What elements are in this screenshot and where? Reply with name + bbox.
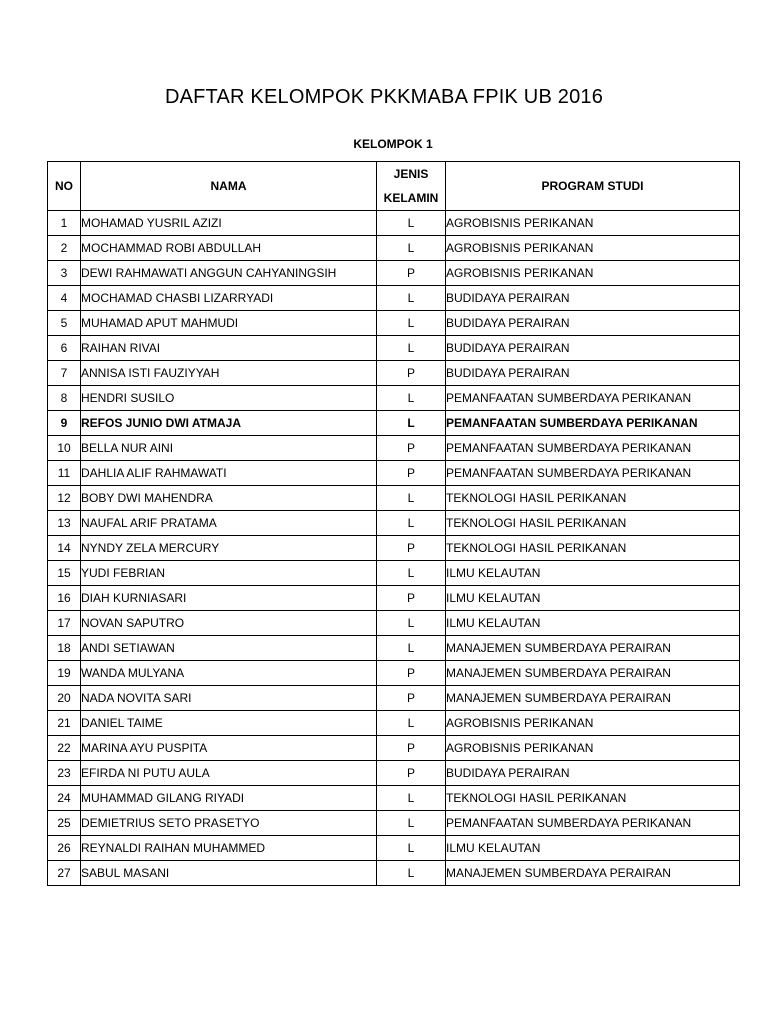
table-row — [48, 761, 740, 786]
cell-program-studi: AGROBISNIS PERIKANAN — [446, 736, 740, 761]
cell-jenis-kelamin: L — [377, 336, 446, 361]
cell-program-studi: MANAJEMEN SUMBERDAYA PERAIRAN — [446, 686, 740, 711]
cell-jenis-kelamin: L — [377, 636, 446, 661]
cell-no: 19 — [48, 661, 81, 686]
cell-program-studi: ILMU KELAUTAN — [446, 611, 740, 636]
cell-program-studi: BUDIDAYA PERAIRAN — [446, 311, 740, 336]
cell-jenis-kelamin: L — [377, 286, 446, 311]
cell-program-studi: BUDIDAYA PERAIRAN — [446, 286, 740, 311]
table-row — [48, 611, 740, 636]
table-row — [48, 361, 740, 386]
cell-no: 5 — [48, 311, 81, 336]
table-row — [48, 836, 740, 861]
cell-jenis-kelamin: P — [377, 536, 446, 561]
cell-jenis-kelamin: P — [377, 761, 446, 786]
cell-no: 2 — [48, 236, 81, 261]
cell-program-studi: TEKNOLOGI HASIL PERIKANAN — [446, 536, 740, 561]
cell-no: 9 — [48, 411, 81, 436]
header-nama: NAMA — [81, 162, 377, 211]
header-jenis-line2: KELAMIN — [383, 191, 439, 205]
cell-jenis-kelamin: L — [377, 786, 446, 811]
cell-no: 24 — [48, 786, 81, 811]
cell-nama: DEWI RAHMAWATI ANGGUN CAHYANINGSIH — [81, 261, 377, 286]
cell-nama: RAIHAN RIVAI — [81, 336, 377, 361]
cell-jenis-kelamin: L — [377, 836, 446, 861]
cell-nama: MUHAMAD APUT MAHMUDI — [81, 311, 377, 336]
cell-nama: DAHLIA ALIF RAHMAWATI — [81, 461, 377, 486]
document-title: DAFTAR KELOMPOK PKKMABA FPIK UB 2016 — [164, 86, 604, 108]
cell-nama: NAUFAL ARIF PRATAMA — [81, 511, 377, 536]
cell-program-studi: TEKNOLOGI HASIL PERIKANAN — [446, 486, 740, 511]
cell-program-studi: AGROBISNIS PERIKANAN — [446, 711, 740, 736]
cell-no: 18 — [48, 636, 81, 661]
table-row — [48, 711, 740, 736]
cell-jenis-kelamin: P — [377, 436, 446, 461]
cell-no: 17 — [48, 611, 81, 636]
cell-nama: EFIRDA NI PUTU AULA — [81, 761, 377, 786]
cell-nama: REYNALDI RAIHAN MUHAMMED — [81, 836, 377, 861]
cell-no: 15 — [48, 561, 81, 586]
cell-jenis-kelamin: L — [377, 386, 446, 411]
cell-program-studi: ILMU KELAUTAN — [446, 586, 740, 611]
cell-nama: ANNISA ISTI FAUZIYYAH — [81, 361, 377, 386]
cell-no: 11 — [48, 461, 81, 486]
cell-no: 16 — [48, 586, 81, 611]
cell-nama: REFOS JUNIO DWI ATMAJA — [81, 411, 377, 436]
table-row — [48, 811, 740, 836]
cell-no: 14 — [48, 536, 81, 561]
cell-nama: DANIEL TAIME — [81, 711, 377, 736]
cell-program-studi: BUDIDAYA PERAIRAN — [446, 361, 740, 386]
table-row — [48, 236, 740, 261]
cell-program-studi: AGROBISNIS PERIKANAN — [446, 236, 740, 261]
cell-program-studi: MANAJEMEN SUMBERDAYA PERAIRAN — [446, 661, 740, 686]
cell-nama: DIAH KURNIASARI — [81, 586, 377, 611]
table-row — [48, 786, 740, 811]
cell-program-studi: TEKNOLOGI HASIL PERIKANAN — [446, 786, 740, 811]
cell-jenis-kelamin: L — [377, 811, 446, 836]
table-row — [48, 211, 740, 236]
cell-nama: SABUL MASANI — [81, 861, 377, 886]
cell-no: 8 — [48, 386, 81, 411]
table-header — [48, 162, 740, 211]
cell-jenis-kelamin: L — [377, 511, 446, 536]
header-jenis-line1: JENIS — [393, 167, 429, 181]
cell-program-studi: ILMU KELAUTAN — [446, 836, 740, 861]
cell-jenis-kelamin: P — [377, 686, 446, 711]
cell-jenis-kelamin: P — [377, 736, 446, 761]
cell-program-studi: BUDIDAYA PERAIRAN — [446, 336, 740, 361]
cell-jenis-kelamin: L — [377, 611, 446, 636]
cell-jenis-kelamin: P — [377, 261, 446, 286]
cell-nama: MOHAMAD YUSRIL AZIZI — [81, 211, 377, 236]
table-row — [48, 861, 740, 886]
table-row — [48, 461, 740, 486]
cell-nama: MOCHAMMAD ROBI ABDULLAH — [81, 236, 377, 261]
group-title: KELOMPOK 1 — [353, 137, 433, 151]
cell-no: 27 — [48, 861, 81, 886]
cell-no: 1 — [48, 211, 81, 236]
cell-program-studi: ILMU KELAUTAN — [446, 561, 740, 586]
cell-nama: BOBY DWI MAHENDRA — [81, 486, 377, 511]
cell-nama: MUHAMMAD GILANG RIYADI — [81, 786, 377, 811]
cell-program-studi: PEMANFAATAN SUMBERDAYA PERIKANAN — [446, 436, 740, 461]
member-table — [47, 161, 740, 886]
table-row — [48, 261, 740, 286]
cell-no: 7 — [48, 361, 81, 386]
table-row — [48, 736, 740, 761]
cell-nama: NOVAN SAPUTRO — [81, 611, 377, 636]
cell-nama: YUDI FEBRIAN — [81, 561, 377, 586]
table-row — [48, 586, 740, 611]
cell-no: 25 — [48, 811, 81, 836]
cell-no: 4 — [48, 286, 81, 311]
cell-nama: MOCHAMAD CHASBI LIZARRYADI — [81, 286, 377, 311]
table-row — [48, 311, 740, 336]
table-row — [48, 411, 740, 436]
cell-jenis-kelamin: L — [377, 486, 446, 511]
table-row — [48, 536, 740, 561]
table-row — [48, 686, 740, 711]
cell-no: 26 — [48, 836, 81, 861]
table-row — [48, 436, 740, 461]
table-row — [48, 561, 740, 586]
cell-program-studi: TEKNOLOGI HASIL PERIKANAN — [446, 511, 740, 536]
cell-no: 12 — [48, 486, 81, 511]
cell-no: 13 — [48, 511, 81, 536]
table-row — [48, 486, 740, 511]
cell-jenis-kelamin: P — [377, 361, 446, 386]
cell-program-studi: MANAJEMEN SUMBERDAYA PERAIRAN — [446, 636, 740, 661]
cell-jenis-kelamin: L — [377, 311, 446, 336]
cell-jenis-kelamin: L — [377, 861, 446, 886]
cell-jenis-kelamin: L — [377, 236, 446, 261]
table-row — [48, 286, 740, 311]
cell-nama: ANDI SETIAWAN — [81, 636, 377, 661]
cell-program-studi: BUDIDAYA PERAIRAN — [446, 761, 740, 786]
cell-nama: NADA NOVITA SARI — [81, 686, 377, 711]
cell-nama: WANDA MULYANA — [81, 661, 377, 686]
table-row — [48, 636, 740, 661]
cell-no: 3 — [48, 261, 81, 286]
header-row — [48, 162, 740, 211]
cell-nama: MARINA AYU PUSPITA — [81, 736, 377, 761]
header-jenis-kelamin — [377, 162, 446, 211]
cell-jenis-kelamin: P — [377, 586, 446, 611]
cell-program-studi: PEMANFAATAN SUMBERDAYA PERIKANAN — [446, 461, 740, 486]
cell-no: 6 — [48, 336, 81, 361]
cell-nama: BELLA NUR AINI — [81, 436, 377, 461]
table-body — [48, 211, 740, 886]
cell-nama: DEMIETRIUS SETO PRASETYO — [81, 811, 377, 836]
cell-jenis-kelamin: P — [377, 461, 446, 486]
cell-jenis-kelamin: P — [377, 661, 446, 686]
cell-program-studi: AGROBISNIS PERIKANAN — [446, 261, 740, 286]
cell-nama: NYNDY ZELA MERCURY — [81, 536, 377, 561]
header-program-studi: PROGRAM STUDI — [446, 162, 740, 211]
cell-jenis-kelamin: L — [377, 211, 446, 236]
table-row — [48, 661, 740, 686]
cell-no: 23 — [48, 761, 81, 786]
cell-no: 21 — [48, 711, 81, 736]
cell-no: 22 — [48, 736, 81, 761]
cell-program-studi: PEMANFAATAN SUMBERDAYA PERIKANAN — [446, 811, 740, 836]
cell-nama: HENDRI SUSILO — [81, 386, 377, 411]
cell-jenis-kelamin: L — [377, 411, 446, 436]
cell-jenis-kelamin: L — [377, 711, 446, 736]
table-row — [48, 336, 740, 361]
cell-no: 20 — [48, 686, 81, 711]
table-row — [48, 386, 740, 411]
cell-program-studi: PEMANFAATAN SUMBERDAYA PERIKANAN — [446, 386, 740, 411]
cell-program-studi: MANAJEMEN SUMBERDAYA PERAIRAN — [446, 861, 740, 886]
cell-jenis-kelamin: L — [377, 561, 446, 586]
cell-no: 10 — [48, 436, 81, 461]
header-no: NO — [48, 162, 81, 211]
cell-program-studi: PEMANFAATAN SUMBERDAYA PERIKANAN — [446, 411, 740, 436]
table-row — [48, 511, 740, 536]
cell-program-studi: AGROBISNIS PERIKANAN — [446, 211, 740, 236]
